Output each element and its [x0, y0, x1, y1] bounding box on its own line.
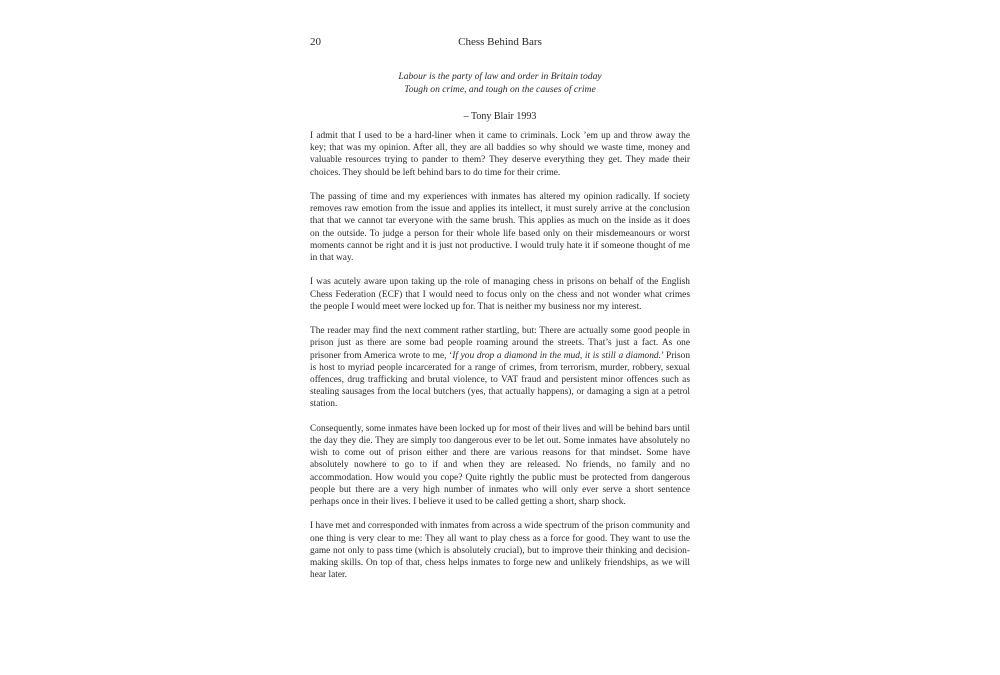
epigraph-line-1: Labour is the party of law and order in Britain today	[398, 71, 602, 82]
running-title: Chess Behind Bars	[458, 36, 542, 48]
paragraph-4	[310, 325, 690, 410]
paragraph-4-end: ’ Prison is host to myriad people incarcerated for a range of crimes, from terrorism, murder, robbery, sexual offences, drug trafficking and brutal violence, to VAT fraud and persistent minor offences such as stealing sausages from the local butchers (yes, that actually happens), or damaging a sign at a petrol station.	[310, 350, 691, 410]
epigraph-line-2: Tough on crime, and tough on the causes of crime	[404, 84, 596, 95]
paragraph-2: The passing of time and my experiences with inmates has altered my opinion radically. If society removes raw emotion from the issue and applies its intellect, it must surely arrive at the conclusion that that we cannot tar everyone with the same brush. This applies as much on the inside as it does on the outside. To judge a person for their whole life based only on their misdemeanours or worst moments cannot be right and it is just not productive. I would truly hate it if someone thought of me in that way.	[310, 192, 690, 264]
page-number: 20	[310, 36, 321, 48]
paragraph-4-quote: If you drop a diamond in the mud, it is still a diamond.	[452, 350, 661, 361]
paragraph-5: Consequently, some inmates have been locked up for most of their lives and will be behind bars until the day they die. They are simply too dangerous ever to be let out. Some inmates have absolutely no wish to come out of prison either and there are various reasons for that mindset. Some have absolutely nowhere to go to if and when they are released. No friends, no family and no accommodation. How would you cope? Quite rightly the public must be protected from dangerous people but there are a very high number of inmates who will only ever serve a short sentence perhaps once in their lives. I believe it used to be called getting a short, sharp shock.	[310, 423, 690, 508]
epigraph	[310, 70, 690, 123]
epigraph-attribution: – Tony Blair 1993	[463, 111, 537, 122]
paragraph-3: I was acutely aware upon taking up the role of managing chess in prisons on behalf of the English Chess Federation (ECF) that I would need to focus only on the chess and not wonder what crimes the people I would meet were locked up for. That is neither my business nor my interest.	[310, 277, 690, 312]
paragraph-6: I have met and corresponded with inmates from across a wide spectrum of the prison community and one thing is very clear to me: They all want to play chess as a force for good. They want to use the game not only to pass time (which is absolutely crucial), but to improve their thinking and decision-making skills. On top of that, chess helps inmates to forge new and unlikely friendships, as we will hear later.	[310, 521, 690, 581]
paragraph-1: I admit that I used to be a hard-liner when it came to criminals. Lock ’em up and throw away the key; that was my opinion. After all, they are all baddies so why should we waste time, money and valuable resources trying to pander to them? They deserve everything they get. They made their choices. They should be left behind bars to do time for their crime.	[310, 131, 690, 178]
page-header	[310, 36, 690, 54]
paragraph-4-start: The reader may find the next comment rather startling, but: There are actually some good people in prison just as there are some bad people roaming around the streets. That’s just a fact. As one prisoner from America wrote to me, ‘	[310, 326, 690, 361]
body-text	[310, 130, 690, 594]
